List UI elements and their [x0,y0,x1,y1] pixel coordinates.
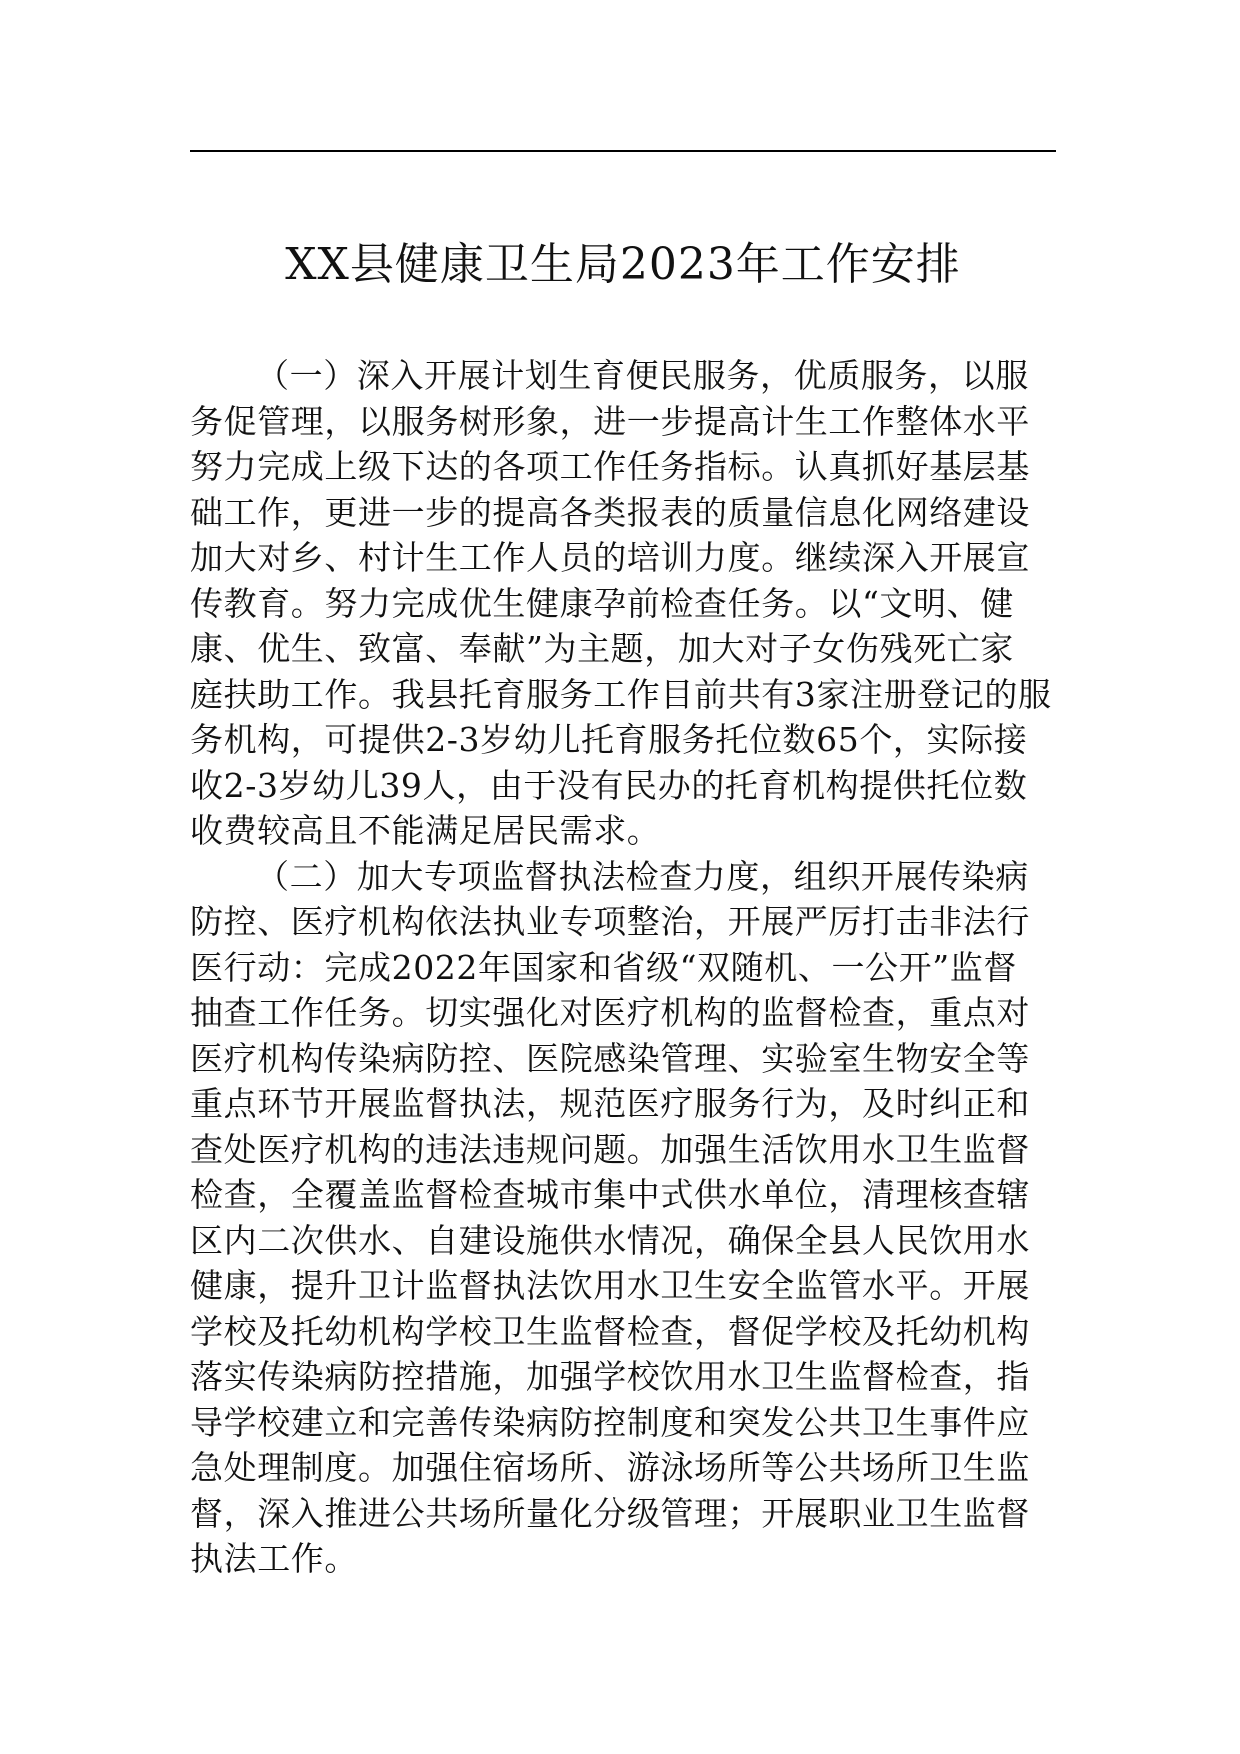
text-line: 防控、医疗机构依法执业专项整治，开展严厉打击非法行 [190,902,1030,941]
text-line: 努力完成上级下达的各项工作任务指标。认真抓好基层基 [190,447,1030,486]
text-line: 础工作，更进一步的提高各类报表的质量信息化网络建设 [190,492,1030,532]
text-line: 检查，全覆盖监督检查城市集中式供水单位，清理核查辖 [190,1175,1030,1214]
text-line: 学校及托幼机构学校卫生监督检查，督促学校及托幼机构 [190,1311,1030,1351]
text-line: 庭扶助工作。我县托育服务工作目前共有3家注册登记的服 [190,674,1052,714]
text-line: 区内二次供水、自建设施供水情况，确保全县人民饮用水 [190,1220,1030,1260]
document-title: XX县健康卫生局2023年工作安排 [285,239,961,290]
text-line: 医疗机构传染病防控、医院感染管理、实验室生物安全等 [190,1038,1030,1078]
text-line: 康、优生、致富、奉献”为主题，加大对子女伤残死亡家 [190,629,1014,668]
text-line: 收费较高且不能满足居民需求。 [190,811,661,850]
text-line: 查处医疗机构的违法违规问题。加强生活饮用水卫生监督 [190,1129,1030,1169]
text-line: （一）深入开展计划生育便民服务，优质服务，以服 [256,356,1029,395]
text-line: （二）加大专项监督执法检查力度，组织开展传染病 [256,856,1029,896]
text-line: 落实传染病防控措施，加强学校饮用水卫生监督检查，指 [190,1357,1030,1396]
text-line: 务促管理，以服务树形象，进一步提高计生工作整体水平 [190,401,1030,441]
text-line: 抽查工作任务。切实强化对医疗机构的监督检查，重点对 [190,993,1030,1032]
paragraph-2 [190,854,1056,1582]
text-line: 传教育。努力完成优生健康孕前检查任务。以“文明、健 [190,583,1014,623]
text-line: 重点环节开展监督执法，规范医疗服务行为，及时纠正和 [190,1084,1030,1123]
text-line: 收2-3岁幼儿39人，由于没有民办的托育机构提供托位数 [190,765,1028,805]
text-line: 执法工作。 [190,1539,358,1578]
document-body [190,353,1056,1582]
text-line: 督，深入推进公共场所量化分级管理；开展职业卫生监督 [190,1493,1030,1533]
text-line: 健康，提升卫计监督执法饮用水卫生安全监管水平。开展 [190,1266,1030,1305]
header-rule [190,150,1056,152]
text-line: 务机构，可提供2-3岁幼儿托育服务托位数65个，实际接 [190,720,1028,759]
text-line: 医行动：完成2022年国家和省级“双随机、一公开”监督 [190,947,1017,987]
text-line: 导学校建立和完善传染病防控制度和突发公共卫生事件应 [190,1402,1030,1442]
text-line: 加大对乡、村计生工作人员的培训力度。继续深入开展宣 [190,538,1030,577]
paragraph-1 [190,353,1056,854]
text-line: 急处理制度。加强住宿场所、游泳场所等公共场所卫生监 [190,1448,1030,1487]
